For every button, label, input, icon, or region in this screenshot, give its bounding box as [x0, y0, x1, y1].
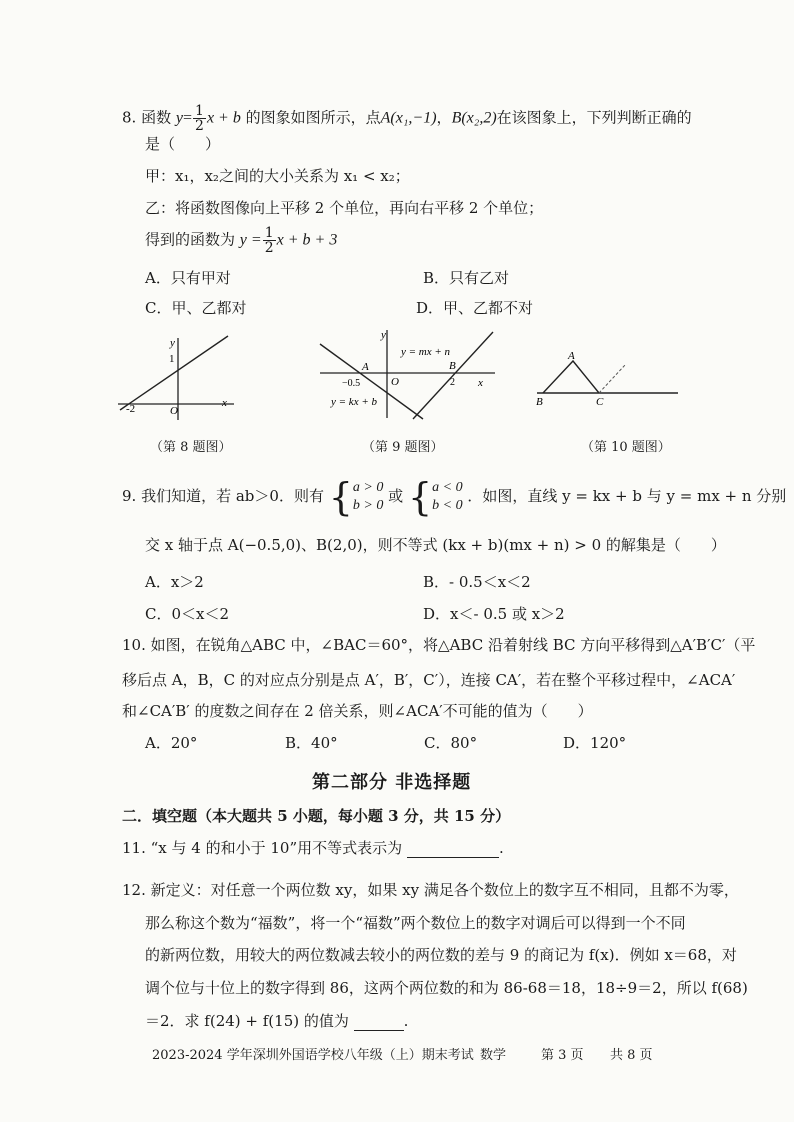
q8-comma: ，: [436, 108, 452, 127]
q9-stem-c: 交 x 轴于点 A(−0.5,0)、B(2,0)，则不等式 (kx + b)(mx + n) > 0 的解集是（ ）: [145, 536, 726, 554]
q10-option-d: D．120°: [563, 734, 627, 752]
q9-option-c: C．0＜x＜2: [145, 605, 230, 623]
q11-line: [122, 838, 504, 858]
q9-stem-b: ．如图，直线 y = kx + b 与 y = mx + n 分别: [467, 487, 787, 505]
q8-frac-num: 1: [195, 103, 204, 119]
fig10-ca-prime: [599, 365, 625, 393]
q12-line5: [145, 1011, 408, 1031]
q9-stem-a: 我们知道，若 ab＞0．则有: [141, 487, 324, 505]
q8-yi-line2: [145, 226, 337, 255]
q8-number: 8.: [122, 108, 137, 127]
fig8-tick-y: 1: [169, 353, 175, 365]
fig9-y-label: y: [381, 329, 386, 341]
q10-line1-text: 如图，在锐角△ABC 中，∠BAC＝60°，将△ABC 沿着射线 BC 方向平移得到△A′B′C′（平: [150, 636, 756, 654]
q8-option-b: B．只有乙对: [423, 269, 510, 287]
q8-option-d: D．甲、乙都不对: [416, 299, 534, 317]
q8-yi-frac-num: 1: [264, 225, 274, 241]
footer-total-pages: 共 8 页: [610, 1048, 653, 1063]
fig8-origin: O: [170, 405, 178, 417]
q12-end: .: [403, 1012, 409, 1030]
q8-yi-2y: y =: [239, 231, 262, 249]
fig9-origin: O: [391, 376, 399, 388]
fig9-x-label: x: [478, 377, 483, 389]
q8-fraction: [193, 104, 206, 133]
q9-brace-1: {: [328, 475, 353, 519]
fig9-caption: （第 9 题图）: [362, 440, 444, 455]
fig10-label-c: C: [596, 396, 604, 408]
fig8-caption: （第 8 题图）: [150, 440, 232, 455]
q12-answer-blank[interactable]: [354, 1014, 404, 1031]
fig8-x-label: x: [222, 397, 227, 409]
q8-func-tail: x + b: [206, 109, 241, 127]
q8-jia: 甲：x₁，x₂之间的大小关系为 x₁ < x₂；: [145, 167, 410, 185]
q10-line2: 移后点 A，B，C 的对应点分别是点 A′，B′，C′），连接 CA′，若在整个平移过程中，∠ACA′: [122, 671, 736, 689]
fig9-graph: [315, 322, 500, 422]
q12-line1-text: 新定义：对任意一个两位数 xy，如果 xy 满足各个数位上的数字互不相同，且都不为零，: [150, 881, 739, 899]
q11-end: .: [498, 839, 504, 857]
q11-answer-blank[interactable]: [407, 841, 499, 858]
q9-option-a: A．x＞2: [145, 573, 204, 591]
fig10-label-a: A: [568, 350, 575, 362]
q8-stem-b: 的图象如图所示，点: [245, 108, 381, 127]
fig10-caption: （第 10 题图）: [581, 440, 671, 455]
fig10-triangle: [543, 361, 599, 393]
q8-yi-fraction: [263, 226, 276, 255]
fig9-point-a: A: [362, 361, 369, 373]
q11-text: “x 与 4 的和小于 10”用不等式表示为: [150, 839, 403, 857]
q8-point-a: A(x₁,−1): [380, 109, 437, 127]
q9-s1a: a > 0: [352, 480, 384, 495]
footer-exam-title: 2023-2024 学年深圳外国语学校八年级（上）期末考试: [152, 1048, 474, 1063]
q10-option-c: C．80°: [424, 734, 478, 752]
q10-option-a: A．20°: [145, 734, 198, 752]
q8-yi-frac-den: 2: [264, 240, 274, 256]
q12-line1: [122, 880, 739, 900]
q8-stem-a: 函数: [141, 108, 172, 127]
q9-option-b: B．- 0.5＜x＜2: [423, 573, 531, 591]
fig8-tick-x: -2: [126, 403, 136, 415]
fig9-point-b: B: [449, 360, 456, 372]
q8-stem-c: 在该图象上，下列判断正确的: [496, 108, 692, 127]
q8-yi-line1: 乙：将函数图像向上平移 2 个单位，再向右平移 2 个单位；: [145, 199, 544, 217]
q10-line1: [122, 635, 755, 655]
fig8-y-label: y: [170, 337, 175, 349]
q8-yi-2a: 得到的函数为: [145, 230, 236, 249]
q9-system-2: [432, 479, 462, 515]
q12-line5-text: ＝2．求 f(24) + f(15) 的值为: [145, 1012, 349, 1030]
q9-brace-2: {: [407, 475, 433, 519]
q11-number: 11.: [122, 839, 146, 857]
fig9-line1-label: y = mx + n: [401, 346, 451, 358]
q8-eq: =: [183, 109, 193, 127]
q8-func-y: y: [175, 109, 183, 127]
fig10-graph: [533, 345, 683, 415]
q8-option-a: A．只有甲对: [145, 269, 231, 287]
q9-s1b: b > 0: [352, 498, 384, 513]
q8-frac-den: 2: [195, 118, 204, 134]
q8-point-b: B(x₂,2): [451, 109, 497, 127]
footer-page-number: 第 3 页: [541, 1048, 584, 1063]
q9-line1: [122, 475, 787, 519]
q9-s2b: b < 0: [432, 498, 463, 513]
q12-line4: 调个位与十位上的数字得到 86，这两个两位数的和为 86-68＝18，18÷9＝2，所以 f(68): [145, 979, 748, 997]
q8-stem-d: 是（ ）: [145, 135, 221, 153]
q10-option-b: B．40°: [285, 734, 338, 752]
section-fill-blank: 二．填空题（本大题共 5 小题，每小题 3 分，共 15 分）: [122, 807, 511, 825]
q12-line3: 的新两位数，用较大的两位数减去较小的两位数的差与 9 的商记为 f(x)．例如 x＝68，对: [145, 946, 737, 964]
q9-number: 9.: [122, 487, 137, 505]
q9-option-d: D．x＜- 0.5 或 x＞2: [423, 605, 565, 623]
footer-subject: 数学: [480, 1048, 507, 1063]
q10-line3: 和∠CA′B′ 的度数之间存在 2 倍关系，则∠ACA′不可能的值为（ ）: [122, 702, 593, 720]
fig10-label-b: B: [536, 396, 543, 408]
q10-number: 10.: [122, 636, 146, 654]
fig9-tick-pos: 2: [450, 377, 455, 388]
q9-or: 或: [388, 487, 404, 505]
q9-system-1: [353, 479, 383, 515]
q8-option-c: C．甲、乙都对: [145, 299, 247, 317]
part2-title: 第二部分 非选择题: [312, 772, 472, 793]
q8-yi-2tail: x + b + 3: [276, 231, 338, 249]
fig9-tick-neg: −0.5: [342, 378, 361, 389]
q8-line1: [122, 104, 692, 133]
q12-number: 12.: [122, 881, 146, 899]
fig8-graph: [110, 330, 240, 425]
fig9-line2-label: y = kx + b: [331, 396, 377, 408]
q12-line2: 那么称这个数为“福数”，将一个“福数”两个数位上的数字对调后可以得到一个不同: [145, 914, 686, 932]
q9-s2a: a < 0: [432, 480, 463, 495]
